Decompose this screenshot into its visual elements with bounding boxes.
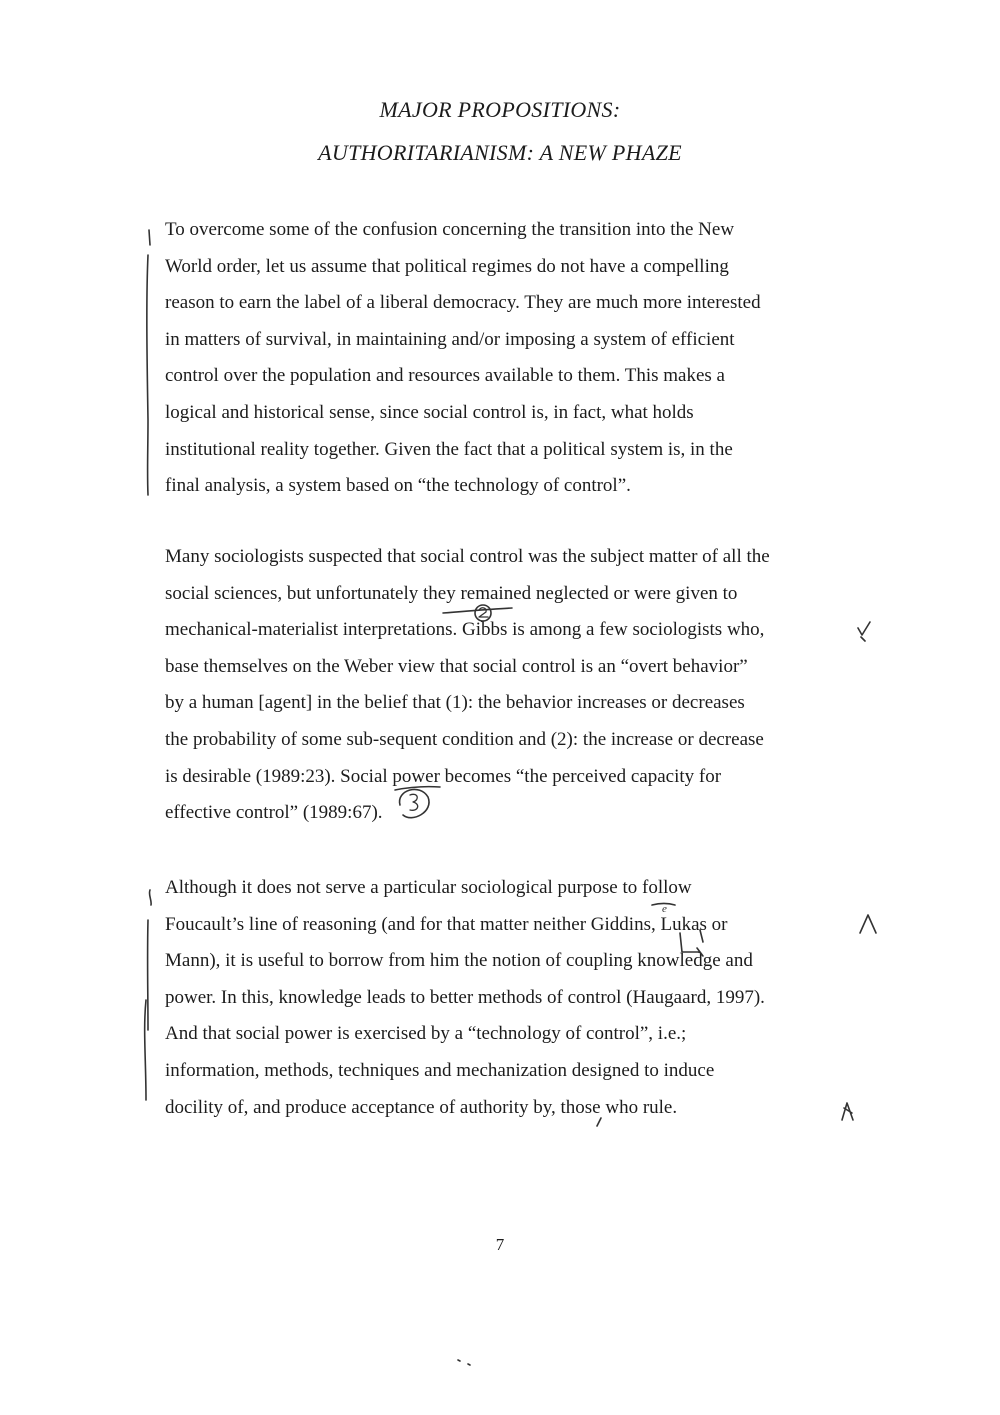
correction-e: e (662, 903, 667, 915)
paragraph-line: control over the population and resources available to them. This makes a (165, 365, 725, 387)
paragraph-1 (165, 212, 865, 505)
paragraph-line: by a human [agent] in the belief that (1): the behavior increases or decreases (165, 692, 745, 714)
paragraph-line: Mann), it is useful to borrow from him the notion of coupling knowledge and (165, 950, 753, 972)
paragraph-line: Many sociologists suspected that social control was the subject matter of all the (165, 546, 770, 567)
margin-bracket-1 (147, 230, 150, 495)
paragraph-line: is desirable (1989:23). Social power becomes “the perceived capacity for (165, 765, 722, 787)
paragraph-line: power. In this, knowledge leads to better methods of control (Haugaard, 1997). (165, 986, 765, 1008)
margin-bracket-3 (145, 890, 151, 1100)
paragraph-3 (165, 870, 865, 1126)
title-line-1: MAJOR PROPOSITIONS: (379, 97, 621, 122)
paragraph-line: in matters of survival, in maintaining and/or imposing a system of efficient (165, 328, 735, 350)
paragraph-line: social sciences, but unfortunately they remained neglected or were given to (165, 582, 738, 604)
paragraph-line: And that social power is exercised by a “technology of control”, i.e.; (165, 1023, 687, 1045)
paragraph-line: reason to earn the label of a liberal democracy. They are much more interested (165, 292, 761, 314)
paragraph-line: World order, let us assume that political regimes do not have a compelling (165, 255, 729, 277)
paragraph-line: institutional reality together. Given the fact that a political system is, in the (165, 438, 733, 460)
paragraph-line: Although it does not serve a particular sociological purpose to follow (165, 877, 692, 898)
title-line-2: AUTHORITARIANISM: A NEW PHAZE (318, 140, 682, 165)
paragraph-line: base themselves on the Weber view that social control is an “overt behavior” (165, 655, 748, 677)
paragraph-line: Foucault’s line of reasoning (and for that matter neither Giddins, Lukas or (165, 913, 728, 935)
paragraph-line: final analysis, a system based on “the technology of control”. (165, 475, 631, 497)
page-number: 7 (495, 1235, 505, 1254)
paragraph-line: To overcome some of the confusion concerning the transition into the New (165, 219, 735, 240)
paragraph-line: effective control” (1989:67). (165, 802, 383, 824)
paragraph-line: docility of, and produce acceptance of authority by, those who rule. (165, 1096, 678, 1118)
paragraph-line: logical and historical sense, since social control is, in fact, what holds (165, 401, 694, 423)
paragraph-2 (165, 539, 865, 832)
paragraph-line: information, methods, techniques and mechanization designed to induce (165, 1059, 715, 1081)
stray-marks (458, 1360, 470, 1365)
paragraph-line: mechanical-materialist interpretations. Gibbs is among a few sociologists who, (165, 619, 765, 641)
paragraph-line: the probability of some sub-sequent condition and (2): the increase or decrease (165, 728, 764, 750)
